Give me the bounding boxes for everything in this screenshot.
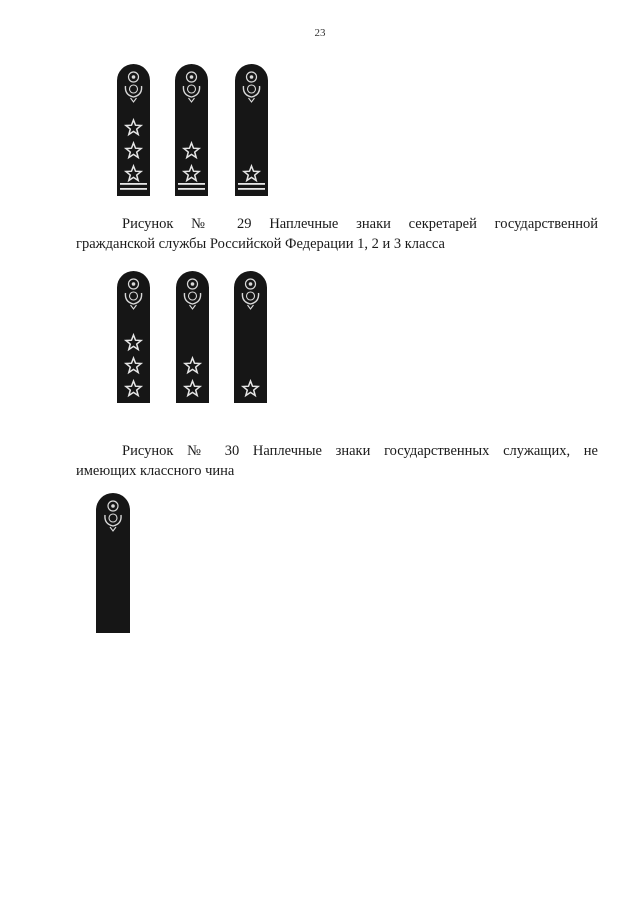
figure-30-caption [76,441,598,481]
figure-30-caption-line2: имеющих классного чина [76,463,235,479]
shoulder-strap-class-1 [117,64,150,196]
shoulder-strap-no-rank-3 [234,271,267,403]
shoulder-strap-graphic [176,271,209,403]
shoulder-strap-no-rank-1 [117,271,150,403]
stripe [120,183,147,185]
strap-body [234,271,267,403]
shoulder-strap-no-rank-2 [176,271,209,403]
shoulder-strap-graphic [234,271,267,403]
figure-29-caption [76,214,598,254]
stripe [178,183,205,185]
shoulder-strap-graphic [117,271,150,403]
stripe [178,188,205,190]
figure-30-caption-line1: Рисунок № 30 Наплечные знаки государственных служащих, не [122,443,598,459]
shoulder-strap-graphic [96,493,130,633]
strap-body [117,64,150,196]
shoulder-strap-graphic [235,64,268,196]
shoulder-strap-class-2 [175,64,208,196]
stripe [120,188,147,190]
strap-body [176,271,209,403]
figure-29-caption-line1: Рисунок № 29 Наплечные знаки секретарей государственной [122,216,598,232]
strap-body [175,64,208,196]
shoulder-strap-plain [96,493,130,633]
figure-29-caption-line2: гражданской службы Российской Федерации 1, 2 и 3 класса [76,236,445,252]
shoulder-strap-class-3 [235,64,268,196]
stripe [238,188,265,190]
strap-body [235,64,268,196]
shoulder-strap-graphic [175,64,208,196]
page-number: 23 [314,27,326,39]
stripe [238,183,265,185]
shoulder-strap-graphic [117,64,150,196]
